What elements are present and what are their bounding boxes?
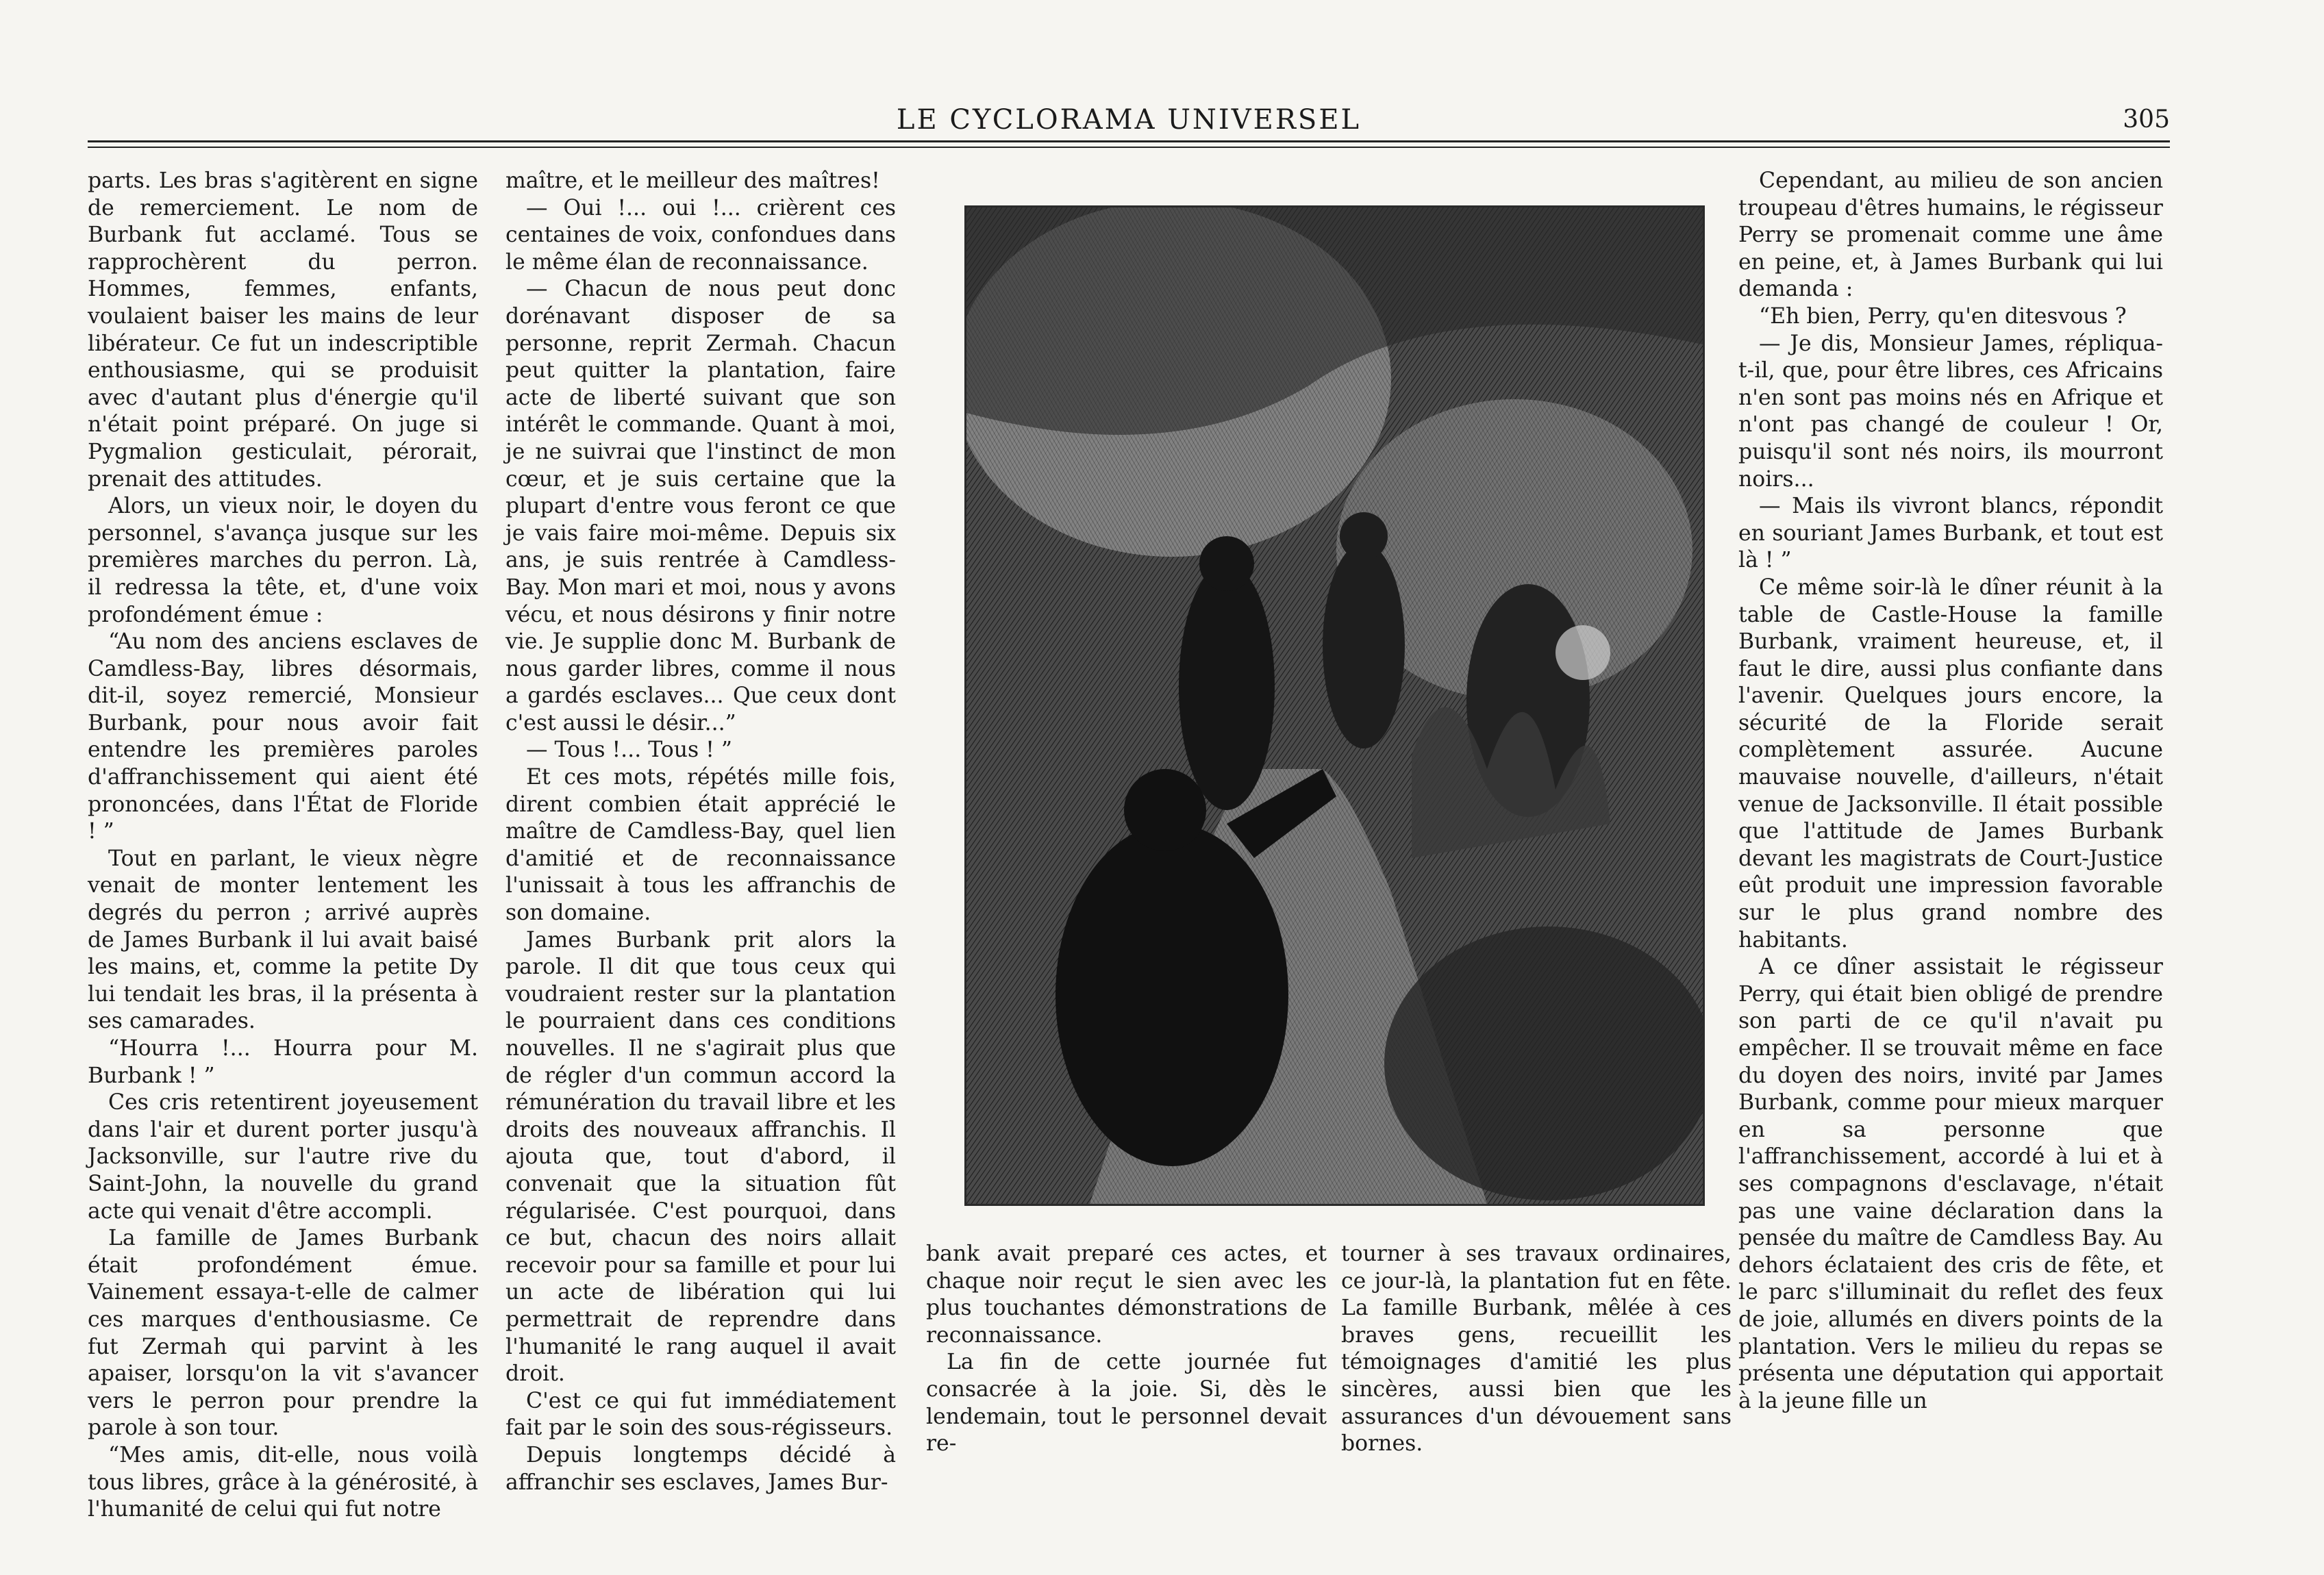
paragraph: Alors, un vieux noir, le doyen du personnel, s'avança jusque sur les premières marches du perron. Là, il redressa la tête, et, d'une voix profondément émue : (88, 494, 478, 627)
header-rule (88, 140, 2170, 142)
text-column-3 (926, 1241, 1327, 1458)
paragraph: tourner à ses travaux ordinaires, ce jour-là, la plantation fut en fête. La famille Burbank, mêlée à ces braves gens, recueillit les témoignages d'amitié les plus sincères, aussi bien que les assurances d'un dévouement sans bornes. (1341, 1242, 1732, 1457)
paragraph: La fin de cette journée fut consacrée à la joie. Si, dès le lendemain, tout le personnel devait re- (926, 1350, 1327, 1457)
paragraph: La famille de James Burbank était profondément émue. Vainement essaya-t-elle de calmer ces marques d'enthousiasme. Ce fut Zermah qui parvint à les apaiser, lorsqu'on la vit s'avancer vers le perron pour prendre la parole à son tour. (88, 1226, 478, 1441)
paragraph: “Hourra !... Hourra pour M. Burbank ! ” (88, 1036, 478, 1088)
paragraph: — Tous !... Tous ! ” (526, 738, 732, 763)
running-title: LE CYCLORAMA UNIVERSEL (896, 104, 1362, 136)
paragraph: Ce même soir-là le dîner réunit à la table de Castle-House la famille Burbank, vraiment heureuse, et, il faut le dire, aussi plus confiante dans l'avenir. Quelques jours encore, la sécurité de la Floride serait complètement assurée. Aucune mauvaise nouvelle, d'ailleurs, n'était venue de Jacksonville. Il était possible que l'attitude de James Burbank devant les magistrats de Court-Justice eût produit une impression favorable sur le plus grand nombre des habitants. (1738, 575, 2163, 953)
paragraph: C'est ce qui fut immédiatement fait par le soin des sous-régisseurs. (505, 1388, 896, 1441)
engraving-illustration (964, 205, 1705, 1206)
text-column-2 (505, 168, 896, 1496)
paragraph: maître, et le meilleur des maîtres! (505, 168, 880, 193)
paragraph: — Oui !... oui !... crièrent ces centaines de voix, confondues dans le même élan de reconnaissance. (505, 195, 896, 275)
page-number: 305 (2123, 105, 2170, 134)
paragraph: James Burbank prit alors la parole. Il dit que tous ceux qui voudraient rester sur la plantation le pourraient dans ces conditions nouvelles. Il ne s'agirait plus que de régler d'un commun accord la rémunération du travail libre et les droits des nouveaux affranchis. Il ajouta que, tout d'abord, il convenait que la situation fût régularisée. C'est pourquoi, dans ce but, chacun des noirs allait recevoir pour sa famille et pour lui un acte de libération qui lui permettrait de reprendre dans l'humanité le rang auquel il avait droit. (505, 927, 896, 1387)
running-head (88, 103, 2170, 144)
paragraph: Depuis longtemps décidé à affranchir ses esclaves, James Bur- (505, 1442, 896, 1495)
paragraph: “Au nom des anciens esclaves de Camdless-Bay, libres désormais, dit-il, soyez remercié, Monsieur Burbank, pour nous avoir fait entendre les premières paroles d'affranchissement qui aient été prononcées, dans l'État de Floride ! ” (88, 629, 478, 844)
paragraph: Cependant, au milieu de son ancien troupeau d'êtres humains, le régisseur Perry se promenait comme une âme en peine, et, à James Burbank qui lui demanda : (1738, 168, 2163, 302)
paragraph: — Je dis, Monsieur James, répliqua-t-il, que, pour être libres, ces Africains n'en sont pas moins nés en Afrique et n'ont pas changé de couleur ! Or, puisqu'il sont nés noirs, ils mourront noirs... (1738, 331, 2163, 492)
paragraph: — Chacun de nous peut donc dorénavant disposer de sa personne, reprit Zermah. Chacun peut quitter la plantation, faire acte de liberté suivant que son intérêt le commande. Quant à moi, je ne suivrai que l'instinct de mon cœur, et je suis certaine que la plupart d'entre vous feront ce que je vais faire moi-même. Depuis six ans, je suis rentrée à Camdless-Bay. Mon mari et moi, nous y avons vécu, et nous désirons y finir notre vie. Je supplie donc M. Burbank de nous garder libres, comme il nous a gardés esclaves... Que ceux dont c'est aussi le désir...” (505, 277, 896, 735)
paragraph: Ces cris retentirent joyeusement dans l'air et durent porter jusqu'à Jacksonville, sur l'autre rive du Saint-John, la nouvelle du grand acte qui venait d'être accompli. (88, 1090, 478, 1224)
text-column-5 (1738, 168, 2163, 1415)
paragraph: “Eh bien, Perry, qu'en ditesvous ? (1759, 303, 2127, 329)
paragraph: Tout en parlant, le vieux nègre venait de monter lentement les degrés du perron ; arrivé auprès de James Burbank il lui avait baisé les mains, et, comme la petite Dy lui tendait les bras, il la présenta à ses camarades. (88, 846, 478, 1034)
paragraph: “Mes amis, dit-elle, nous voilà tous libres, grâce à la générosité, à l'humanité de celui qui fut notre (88, 1442, 478, 1522)
paragraph: — Mais ils vivront blancs, répondit en souriant James Burbank, et tout est là ! ” (1738, 494, 2163, 573)
text-column-4 (1341, 1241, 1732, 1458)
paragraph: Et ces mots, répétés mille fois, dirent combien était apprécié le maître de Camdless-Bay, quel lien d'amitié et de reconnaissance l'unissait à tous les affranchis de son domaine. (505, 765, 896, 926)
paragraph: bank avait preparé ces actes, et chaque noir reçut le sien avec les plus touchantes démonstrations de reconnaissance. (926, 1242, 1327, 1348)
engraving-scene (966, 207, 1703, 1204)
paragraph: parts. Les bras s'agitèrent en signe de remerciement. Le nom de Burbank fut acclamé. Tous se rapprochèrent du perron. Hommes, femmes, enfants, voulaient baiser les mains de leur libérateur. Ce fut un indescriptible enthousiasme, qui se produisit avec d'autant plus d'énergie qu'il n'était point préparé. On juge si Pygmalion gesticulait, pérorait, prenait des attitudes. (88, 168, 478, 492)
paragraph: A ce dîner assistait le régisseur Perry, qui était bien obligé de prendre son parti de ce qu'il n'avait pu empêcher. Il se trouvait même en face du doyen des noirs, invité par James Burbank, comme pour mieux marquer en sa personne que l'affranchissement, accordé à lui et à ses compagnons d'esclavage, n'était pas une vaine déclaration dans la pensée du maître de Camdless Bay. Au dehors éclataient des cris de fête, et le parc s'illuminait du reflet des feux de joie, allumés en divers points de la plantation. Vers le milieu du repas se présenta une députation qui apportait à la jeune fille un (1738, 955, 2163, 1413)
header-rule-thin (88, 147, 2170, 148)
text-column-1 (88, 168, 478, 1524)
